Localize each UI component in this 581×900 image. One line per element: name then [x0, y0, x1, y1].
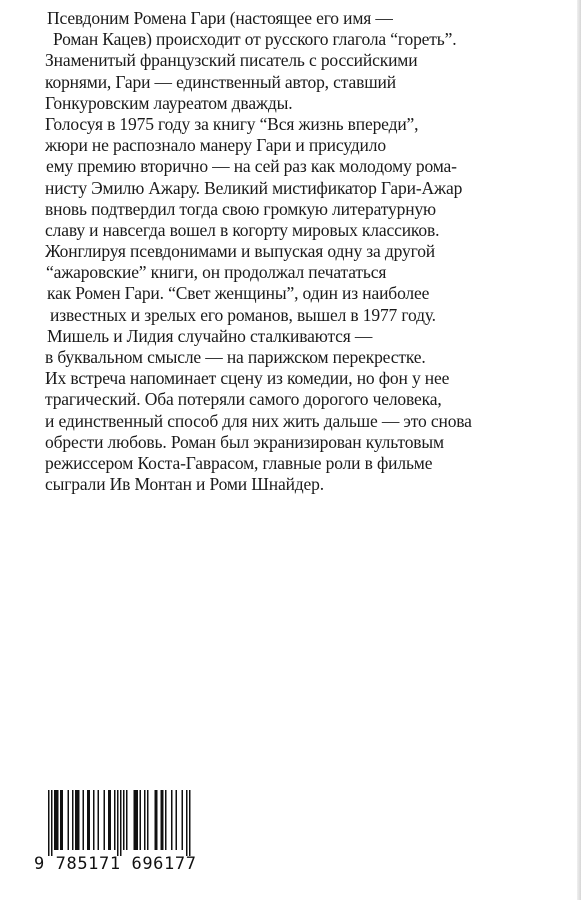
description-line: Мишель и Лидия случайно сталкиваются — [47, 325, 373, 346]
barcode-bar [54, 790, 56, 850]
barcode-bar [98, 790, 100, 850]
description-line: режиссером Коста-Гаврасом, главные роли в фильме [45, 452, 433, 473]
barcode-bar [182, 790, 184, 850]
barcode-bar [104, 790, 106, 850]
description-line: Их встреча напоминает сцену из комедии, но фон у нее [45, 368, 450, 389]
barcode-bar [161, 790, 163, 850]
barcode-bar [93, 790, 95, 850]
isbn-barcode [34, 790, 201, 882]
barcode-bar [110, 790, 112, 850]
barcode-bar [135, 790, 137, 850]
barcode-bar [186, 790, 188, 856]
barcode-bar [189, 790, 191, 856]
description-line: ему премию вторично — на сей раз как молодому рома- [46, 156, 457, 177]
barcode-bar [75, 790, 77, 850]
barcode-bar [87, 790, 89, 850]
barcode-bar [62, 790, 64, 850]
barcode-bar [137, 790, 139, 850]
description-line: известных и зрелых его романов, вышел в 1977 году. [50, 304, 436, 325]
description-line: Гонкуровским лауреатом дважды. [45, 92, 293, 113]
barcode-bar [155, 790, 157, 850]
description-line: нисту Эмилю Ажару. Великий мистификатор Гари-Ажар [45, 177, 463, 198]
description-line: в буквальном смысле — на парижском перекрестке. [45, 347, 426, 367]
barcode-bar [176, 790, 178, 850]
barcode-bar [108, 790, 110, 850]
barcode-bar [114, 790, 116, 850]
description-line: славу и навсегда вошел в когорту мировых классиков. [45, 219, 440, 240]
description-line: корнями, Гари — единственный автор, ставший [45, 71, 396, 92]
description-line: сыграли Ив Монтан и Роми Шнайдер. [45, 474, 324, 495]
barcode-bar [60, 790, 62, 850]
description-line: Знаменитый французский писатель с российскими [45, 50, 418, 71]
isbn-number: 9 785171 696177 [34, 854, 197, 874]
barcode-bar [57, 790, 59, 850]
barcode-bar [171, 790, 173, 850]
description-line: “ажаровские” книги, он продолжал печататься [46, 262, 387, 283]
barcode-bar [68, 790, 70, 850]
barcode-bar [162, 790, 164, 850]
barcode-bar [51, 790, 53, 856]
barcode-bar [156, 790, 158, 850]
barcode-bar [89, 790, 91, 850]
barcode-bar [165, 790, 167, 850]
barcode-bar [120, 790, 122, 856]
barcode-bar [123, 790, 125, 850]
barcode-bar [126, 790, 128, 850]
description-line: жюри не распознало манеру Гари и присудило [45, 135, 386, 156]
cover-edge [577, 0, 581, 900]
barcode-bar [56, 790, 58, 850]
barcode-bar [144, 790, 146, 850]
book-description [45, 8, 565, 495]
barcode-bar [134, 790, 136, 850]
description-line: Голосуя в 1975 году за книгу “Вся жизнь впереди”, [45, 113, 419, 134]
barcode-bar [72, 790, 74, 850]
description-line: трагический. Оба потеряли самого дорогого человека, [45, 389, 442, 410]
description-line: и единственный способ для них жить дальше — это снова [45, 410, 472, 431]
description-line: Роман Кацев) происходит от русского глагола “гореть”. [53, 29, 457, 50]
barcode-bar [48, 790, 50, 856]
description-line: Псевдоним Ромена Гари (настоящее его имя — [47, 8, 393, 28]
description-line: как Ромен Гари. “Свет женщины”, один из наиболее [47, 283, 430, 304]
barcode-bar [83, 790, 85, 850]
barcode-bar [77, 790, 79, 850]
barcode-bars-icon [34, 790, 201, 856]
barcode-bar [78, 790, 80, 850]
barcode-bar [117, 790, 119, 856]
description-line: вновь подтвердил тогда свою громкую литературную [45, 198, 436, 219]
description-line: Жонглируя псевдонимами и выпуская одну за другой [45, 241, 436, 262]
barcode-bar [147, 790, 149, 850]
description-line: обрести любовь. Роман был экранизирован культовым [45, 431, 444, 452]
barcode-bar [140, 790, 142, 850]
